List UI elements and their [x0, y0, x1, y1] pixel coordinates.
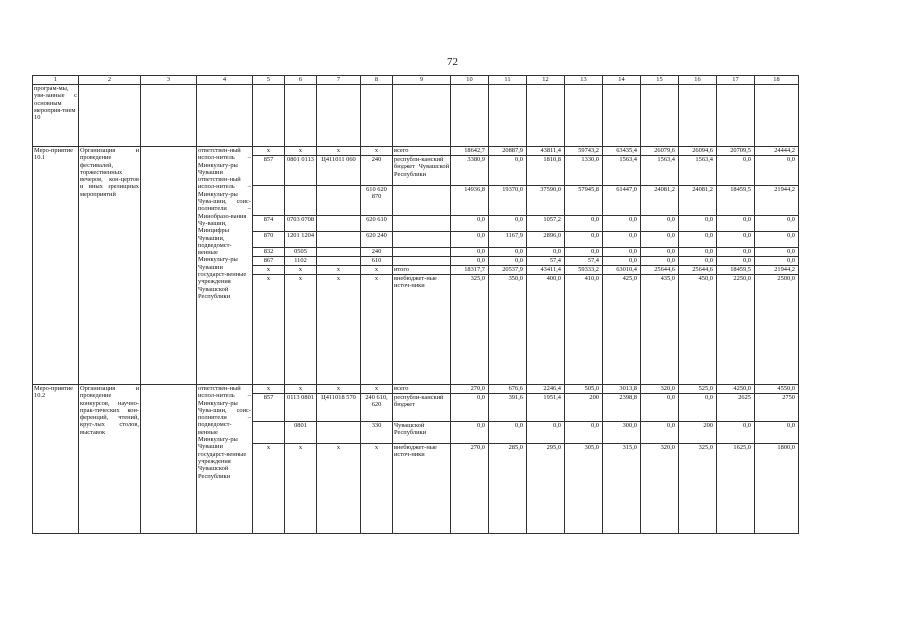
- amount-cell: 676,6: [489, 385, 527, 394]
- section-code: x: [285, 275, 317, 385]
- section-code: 0113 0801: [285, 394, 317, 422]
- amount-cell: 2398,8: [603, 394, 641, 422]
- amount-cell: 320,0: [641, 385, 679, 394]
- expense-type-code: x: [361, 147, 393, 156]
- amount-cell: 43411,4: [527, 266, 565, 275]
- amount-cell: 0,0: [679, 394, 717, 422]
- amount-cell: 505,0: [565, 385, 603, 394]
- amount-cell: 0,0: [641, 232, 679, 248]
- col-header: 8: [361, 76, 393, 85]
- amount-cell: 0,0: [489, 257, 527, 266]
- section-code: 0703 0708: [285, 216, 317, 232]
- expense-type-code: 240: [361, 156, 393, 186]
- amount-cell: 1563,4: [641, 156, 679, 186]
- amount-cell: 435,0: [641, 275, 679, 385]
- amount-cell: 425,0: [603, 275, 641, 385]
- amount-cell: 20887,9: [489, 147, 527, 156]
- amount-cell: 315,0: [603, 444, 641, 534]
- responsible-executor: ответствен-ный испол-нитель – Минкульту-ры Чува-шии, соис-полнители – подведомст-венные Минкульту-ры Чувашии государст-венные учреждения Чувашской Республики: [197, 385, 253, 534]
- expense-type-code: 610 620 870: [361, 186, 393, 216]
- target-article-code: Ц411018 570: [317, 394, 361, 422]
- col-header: 17: [717, 76, 755, 85]
- section-code: 0801: [285, 422, 317, 444]
- amount-cell: 450,0: [679, 275, 717, 385]
- section-code: [285, 186, 317, 216]
- amount-cell: 0,0: [641, 248, 679, 257]
- funding-source: итого: [393, 266, 451, 275]
- page-number: 72: [447, 56, 458, 68]
- amount-cell: 525,0: [679, 385, 717, 394]
- amount-cell: 200: [679, 422, 717, 444]
- expense-type-code: 620 610: [361, 216, 393, 232]
- section-code: 1102: [285, 257, 317, 266]
- target-article-code: x: [317, 444, 361, 534]
- amount-cell: 270,0: [451, 385, 489, 394]
- col-header: 2: [79, 76, 141, 85]
- funding-source: [393, 186, 451, 216]
- amount-cell: 57945,8: [565, 186, 603, 216]
- amount-cell: 21944,2: [755, 266, 799, 275]
- measure-10-1: [33, 147, 799, 385]
- measure-number: Меро-приятие 10.1: [33, 147, 79, 385]
- amount-cell: 1563,4: [679, 156, 717, 186]
- amount-cell: 0,0: [489, 248, 527, 257]
- funding-source: всего: [393, 385, 451, 394]
- amount-cell: 18317,7: [451, 266, 489, 275]
- amount-cell: 400,0: [527, 275, 565, 385]
- grbs-code: 867: [253, 257, 285, 266]
- section-code: x: [285, 147, 317, 156]
- amount-cell: 325,0: [679, 444, 717, 534]
- table-row: [33, 385, 799, 394]
- col-header: 13: [565, 76, 603, 85]
- amount-cell: 18459,5: [717, 266, 755, 275]
- amount-cell: 2625: [717, 394, 755, 422]
- amount-cell: 63435,4: [603, 147, 641, 156]
- amount-cell: 43811,4: [527, 147, 565, 156]
- target-article-code: [317, 257, 361, 266]
- amount-cell: 305,0: [565, 444, 603, 534]
- amount-cell: 0,0: [451, 422, 489, 444]
- grbs-code: 832: [253, 248, 285, 257]
- amount-cell: 0,0: [717, 156, 755, 186]
- grbs-code: x: [253, 275, 285, 385]
- col-header: 6: [285, 76, 317, 85]
- amount-cell: 0,0: [717, 248, 755, 257]
- amount-cell: 24081,2: [679, 186, 717, 216]
- responsible-executor: ответствен-ный испол-нитель – Минкульту-ры Чувашии ответствен-ный испол-нитель – Минкульту-ры Чува-шии, соис-полнители – Минобразо-вания Чу-вашии, Минцифры Чувашии, подведомст-венные Минкульту-ры Чувашии государст-венные учреждения Чувашской Республики: [197, 147, 253, 385]
- amount-cell: 59743,2: [565, 147, 603, 156]
- amount-cell: 0,0: [717, 216, 755, 232]
- target-article-code: Ц411011 060: [317, 156, 361, 186]
- amount-cell: 63010,4: [603, 266, 641, 275]
- amount-cell: 2896,0: [527, 232, 565, 248]
- amount-cell: 0,0: [641, 216, 679, 232]
- grbs-code: [253, 186, 285, 216]
- amount-cell: 325,0: [451, 275, 489, 385]
- amount-cell: 0,0: [641, 422, 679, 444]
- amount-cell: 0,0: [451, 248, 489, 257]
- expense-type-code: x: [361, 275, 393, 385]
- amount-cell: 0,0: [565, 232, 603, 248]
- funding-source: республи-канский бюджет: [393, 394, 451, 422]
- amount-cell: 20709,5: [717, 147, 755, 156]
- amount-cell: 0,0: [679, 257, 717, 266]
- amount-cell: 0,0: [755, 156, 799, 186]
- funding-source: внебюджет-ные источ-ники: [393, 444, 451, 534]
- intro-text: програм-мы, увя-занные с основным мероприя-тием 10: [33, 85, 79, 147]
- amount-cell: 0,0: [755, 232, 799, 248]
- measure-title: Организация и проведение конкурсов, научно-прак-тических кон-ференций, чтений, круг-лых столов, выставок: [79, 385, 141, 534]
- amount-cell: 0,0: [679, 216, 717, 232]
- amount-cell: 0,0: [565, 216, 603, 232]
- amount-cell: 0,0: [603, 257, 641, 266]
- col-header: 16: [679, 76, 717, 85]
- amount-cell: 20537,9: [489, 266, 527, 275]
- empty-cell: [141, 385, 197, 534]
- section-code: x: [285, 385, 317, 394]
- amount-cell: 0,0: [451, 232, 489, 248]
- amount-cell: 1330,0: [565, 156, 603, 186]
- amount-cell: 0,0: [641, 394, 679, 422]
- expense-type-code: 240: [361, 248, 393, 257]
- expense-type-code: x: [361, 444, 393, 534]
- amount-cell: 270,0: [451, 444, 489, 534]
- amount-cell: 26094,6: [679, 147, 717, 156]
- amount-cell: 300,0: [603, 422, 641, 444]
- grbs-code: x: [253, 266, 285, 275]
- col-header: 9: [393, 76, 451, 85]
- funding-source: [393, 216, 451, 232]
- amount-cell: 1800,0: [755, 444, 799, 534]
- amount-cell: 0,0: [603, 216, 641, 232]
- grbs-code: [253, 422, 285, 444]
- amount-cell: 0,0: [717, 422, 755, 444]
- amount-cell: 0,0: [679, 232, 717, 248]
- header-row: [33, 76, 799, 85]
- col-header: 10: [451, 76, 489, 85]
- grbs-code: x: [253, 147, 285, 156]
- amount-cell: 0,0: [679, 248, 717, 257]
- expense-type-code: 330: [361, 422, 393, 444]
- amount-cell: 3013,8: [603, 385, 641, 394]
- amount-cell: 0,0: [755, 257, 799, 266]
- col-header: 5: [253, 76, 285, 85]
- grbs-code: 870: [253, 232, 285, 248]
- empty-cell: [141, 147, 197, 385]
- amount-cell: 320,0: [641, 444, 679, 534]
- amount-cell: 0,0: [641, 257, 679, 266]
- amount-cell: 25644,6: [679, 266, 717, 275]
- amount-cell: 1167,9: [489, 232, 527, 248]
- table-row: [33, 147, 799, 156]
- amount-cell: 57,4: [565, 257, 603, 266]
- grbs-code: x: [253, 444, 285, 534]
- amount-cell: 1951,4: [527, 394, 565, 422]
- target-article-code: [317, 422, 361, 444]
- target-article-code: [317, 248, 361, 257]
- amount-cell: 2250,0: [717, 275, 755, 385]
- amount-cell: 0,0: [489, 216, 527, 232]
- funding-source: [393, 248, 451, 257]
- amount-cell: 200: [565, 394, 603, 422]
- funding-source: [393, 257, 451, 266]
- amount-cell: 0,0: [755, 422, 799, 444]
- measure-10-2: [33, 385, 799, 534]
- amount-cell: 19370,0: [489, 186, 527, 216]
- amount-cell: 0,0: [603, 248, 641, 257]
- col-header: 12: [527, 76, 565, 85]
- amount-cell: 59333,2: [565, 266, 603, 275]
- amount-cell: 0,0: [565, 248, 603, 257]
- amount-cell: 410,0: [565, 275, 603, 385]
- amount-cell: 24444,2: [755, 147, 799, 156]
- amount-cell: 18459,5: [717, 186, 755, 216]
- target-article-code: [317, 232, 361, 248]
- budget-table: [32, 75, 799, 534]
- target-article-code: x: [317, 275, 361, 385]
- grbs-code: x: [253, 385, 285, 394]
- grbs-code: 857: [253, 156, 285, 186]
- amount-cell: 14936,8: [451, 186, 489, 216]
- amount-cell: 3380,9: [451, 156, 489, 186]
- amount-cell: 0,0: [451, 394, 489, 422]
- expense-type-code: x: [361, 385, 393, 394]
- amount-cell: 0,0: [717, 257, 755, 266]
- amount-cell: 4250,0: [717, 385, 755, 394]
- col-header: 11: [489, 76, 527, 85]
- amount-cell: 285,0: [489, 444, 527, 534]
- amount-cell: 350,0: [489, 275, 527, 385]
- amount-cell: 0,0: [565, 422, 603, 444]
- measure-number: Меро-приятие 10.2: [33, 385, 79, 534]
- amount-cell: 0,0: [755, 248, 799, 257]
- amount-cell: 0,0: [755, 216, 799, 232]
- section-code: 0505: [285, 248, 317, 257]
- amount-cell: 391,6: [489, 394, 527, 422]
- amount-cell: 1625,0: [717, 444, 755, 534]
- col-header: 3: [141, 76, 197, 85]
- section-code: x: [285, 444, 317, 534]
- amount-cell: 0,0: [451, 257, 489, 266]
- expense-type-code: 620 240: [361, 232, 393, 248]
- col-header: 1: [33, 76, 79, 85]
- intro-row: [33, 85, 799, 147]
- amount-cell: 0,0: [527, 248, 565, 257]
- amount-cell: 57,4: [527, 257, 565, 266]
- measure-title: Организация и проведение фестивалей, торжественных вечеров, кон-цертов и иных зрелищных мероприятий: [79, 147, 141, 385]
- expense-type-code: 240 610, 620: [361, 394, 393, 422]
- amount-cell: 26079,6: [641, 147, 679, 156]
- expense-type-code: 610: [361, 257, 393, 266]
- amount-cell: 2750: [755, 394, 799, 422]
- expense-type-code: x: [361, 266, 393, 275]
- target-article-code: x: [317, 385, 361, 394]
- amount-cell: 0,0: [717, 232, 755, 248]
- amount-cell: 0,0: [603, 232, 641, 248]
- col-header: 4: [197, 76, 253, 85]
- amount-cell: 1057,2: [527, 216, 565, 232]
- target-article-code: x: [317, 147, 361, 156]
- amount-cell: 0,0: [489, 422, 527, 444]
- amount-cell: 37590,0: [527, 186, 565, 216]
- target-article-code: [317, 186, 361, 216]
- amount-cell: 18642,7: [451, 147, 489, 156]
- col-header: 14: [603, 76, 641, 85]
- amount-cell: 2246,4: [527, 385, 565, 394]
- funding-source: внебюджет-ные источ-ники: [393, 275, 451, 385]
- amount-cell: 0,0: [451, 216, 489, 232]
- funding-source: [393, 232, 451, 248]
- section-code: 0801 0113: [285, 156, 317, 186]
- amount-cell: 295,0: [527, 444, 565, 534]
- amount-cell: 1563,4: [603, 156, 641, 186]
- grbs-code: 857: [253, 394, 285, 422]
- amount-cell: 25644,6: [641, 266, 679, 275]
- amount-cell: 61447,0: [603, 186, 641, 216]
- amount-cell: 24081,2: [641, 186, 679, 216]
- amount-cell: 4550,0: [755, 385, 799, 394]
- amount-cell: 2500,0: [755, 275, 799, 385]
- amount-cell: 0,0: [489, 156, 527, 186]
- col-header: 15: [641, 76, 679, 85]
- col-header: 7: [317, 76, 361, 85]
- section-code: x: [285, 266, 317, 275]
- funding-source: Чувашской Республики: [393, 422, 451, 444]
- grbs-code: 874: [253, 216, 285, 232]
- col-header: 18: [755, 76, 799, 85]
- target-article-code: [317, 216, 361, 232]
- funding-source: всего: [393, 147, 451, 156]
- section-code: 1201 1204: [285, 232, 317, 248]
- amount-cell: 21944,2: [755, 186, 799, 216]
- funding-source: республи-канский бюджет Чувашской Республики: [393, 156, 451, 186]
- target-article-code: x: [317, 266, 361, 275]
- amount-cell: 0,0: [527, 422, 565, 444]
- amount-cell: 1810,8: [527, 156, 565, 186]
